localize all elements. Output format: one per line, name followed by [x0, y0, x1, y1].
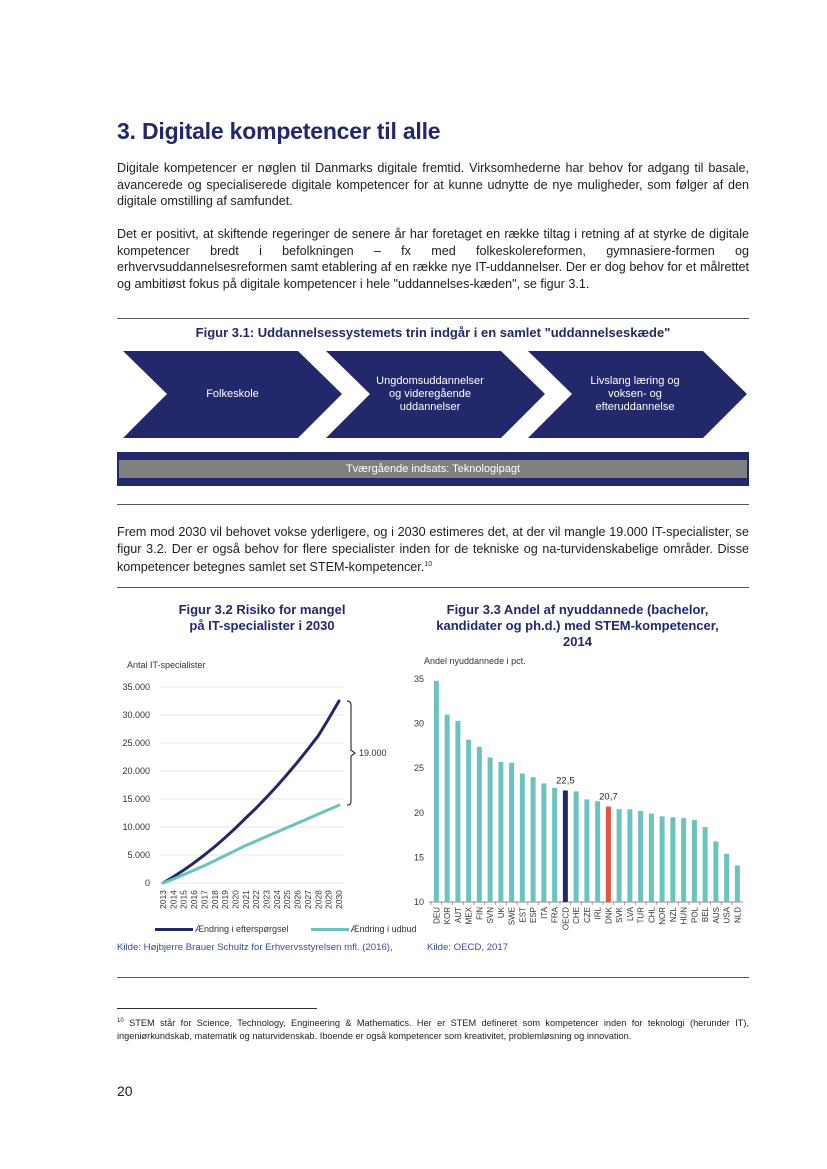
line-chart [110, 670, 410, 930]
x-tick-label: 2030 [334, 890, 344, 909]
x-tick-label: 2014 [168, 890, 179, 909]
x-tick-label: CHE [572, 907, 582, 924]
x-tick-label: LVA [625, 907, 635, 921]
figure31-diagram [0, 0, 827, 500]
x-tick-label: TUR [636, 907, 646, 924]
y-tick-label: 15 [413, 852, 424, 863]
x-tick-label: 2017 [199, 890, 210, 909]
bar-est [520, 774, 525, 902]
bar-uk [498, 762, 503, 902]
y-tick-label: 10 [413, 897, 424, 907]
x-tick-label: KOR [443, 907, 453, 925]
bar-usa [724, 854, 729, 902]
x-tick-label: IRL [593, 907, 603, 920]
figures-bottom-rule [117, 977, 749, 978]
x-tick-label: CZE [582, 907, 592, 923]
x-tick-label: 2023 [261, 890, 272, 909]
bar-irl [595, 801, 600, 902]
page-number: 20 [117, 1083, 133, 1099]
x-tick-label: ESP [529, 907, 539, 924]
x-tick-label: SVK [615, 907, 625, 924]
bracket-label: 19.000 [359, 748, 387, 759]
data-label-dnk: 20,7 [599, 791, 618, 803]
bar-fin [477, 747, 482, 902]
x-tick-label: NOR [658, 907, 668, 925]
y-tick-label: 15.000 [122, 794, 150, 804]
x-tick-label: 2025 [282, 890, 293, 909]
legend-swatch-demand [155, 928, 193, 931]
legend-item-supply: Ændring i udbud [311, 924, 417, 934]
figure32-source: Kilde: Højbjerre Brauer Schultz for Erhvervsstyrelsen mfl. (2016), [117, 942, 393, 953]
x-tick-label: MEX [464, 907, 474, 925]
band-label: Tværgående indsats: Teknologipagt [345, 463, 521, 475]
bar-che [574, 791, 579, 902]
footnote: $^{10}$ STEM står for Science, Technology, Engineering & Mathematics. Her er STEM defineret som kompetencer inden for teknologi (herunder IT), ingeniørkundskab, matematik og naturvidenskab. Iboende er også kompetencer som kreativitet, problemløsning og innovation. [117, 1018, 749, 1041]
x-tick-label: CHL [647, 907, 657, 924]
x-tick-label: EST [518, 907, 528, 923]
bar-fra [552, 788, 557, 902]
bar-ita [541, 783, 546, 902]
bar-nld [735, 865, 740, 902]
x-tick-label: ITA [539, 907, 549, 919]
x-tick-label: OECD [561, 907, 571, 931]
x-tick-label: 2027 [302, 890, 313, 909]
bar-nor [660, 816, 665, 902]
paragraph-intro: Digitale kompetencer er nøglen til Danmarks digitale fremtid. Virksomhederne har behov for adgang til basale, avancerede og specialiserede digitale kompetencer for at kunne udnytte de nye muligheder, som følger af den digitale omstilling af samfundet. [117, 161, 749, 209]
chevron-label-1: Folkeskole [206, 388, 259, 400]
x-tick-label: USA [722, 907, 732, 924]
paragraph-2030: Frem mod 2030 vil behovet vokse yderligere, og i 2030 estimeres det, at der vil mangle 19.000 IT-specialister, se figur 3.2. Der er også behov for flere specialister inden for de tekniske og na-turvidenskabelige områder. Disse kompetencer betegnes samlet set STEM-kompetencer.$^{10}$ [117, 525, 749, 575]
footnote-ref[interactable]: 10 [424, 561, 433, 569]
x-tick-label: UK [496, 907, 506, 919]
x-tick-label: POL [690, 907, 700, 924]
legend-item-demand: Ændring i efterspørgsel [155, 924, 289, 934]
bar-dnk [606, 807, 611, 902]
figure-bottom-rule [117, 504, 749, 505]
bar-hun [681, 818, 686, 902]
figure32-title: Figur 3.2 Risiko for mangel på IT-specialister i 2030 [178, 602, 346, 633]
x-tick-label: BEL [701, 907, 711, 923]
y-tick-label: 20 [413, 807, 424, 818]
paragraph-initiatives: Det er positivt, at skiftende regeringer de senere år har foretaget en række tiltag i retning af at styrke de digitale kompetencer bredt i befolkningen – fx med folkeskolereformen, gymnasiere-formen og erhvervsuddannelsesreformen samt etablering af en række nye IT-uddannelser. Der er dog behov for et målrettet og ambitiøst fokus på digitale kompetencer i hele "uddannelses-kæden", se figur 3.1. [117, 227, 749, 291]
bar-oecd [563, 791, 568, 903]
figure31-title: Figur 3.1: Uddannelsessystemets trin indgår i en samlet "uddannelseskæde" [195, 325, 671, 340]
y-tick-label: 30 [413, 718, 424, 729]
y-tick-label: 10.000 [122, 822, 150, 832]
figure33-title: Figur 3.3 Andel af nyuddannede (bachelor, kandidater og ph.d.) med STEM-kompetencer, 2014 [436, 602, 719, 649]
y-tick-label: 30.000 [122, 710, 150, 720]
bar-deu [434, 681, 439, 902]
x-tick-label: 2015 [178, 890, 189, 909]
bar-mex [466, 740, 471, 902]
x-tick-label: DNK [604, 907, 614, 924]
bar-lva [627, 809, 632, 902]
x-tick-label: 2028 [313, 890, 324, 909]
x-tick-label: SWE [507, 907, 517, 926]
bracket-icon [347, 701, 355, 805]
x-tick-label: 2019 [220, 890, 231, 909]
y-tick-label: 20.000 [122, 766, 150, 776]
x-tick-label: 2029 [323, 890, 334, 909]
bar-cze [584, 799, 589, 902]
bar-chart [400, 665, 755, 940]
bar-pol [692, 820, 697, 902]
chevron-label-3: Livslang læring og voksen- og efteruddannelse [590, 375, 680, 413]
footnote-separator [117, 1008, 317, 1009]
bar-aut [455, 721, 460, 902]
bar-esp [531, 777, 536, 902]
line-chart-ylabel: Antal IT-specialister [127, 660, 206, 670]
y-tick-label: 25 [413, 763, 424, 774]
y-tick-label: 35.000 [122, 682, 150, 692]
y-tick-label: 0 [144, 878, 150, 888]
x-tick-label: 2018 [209, 890, 220, 909]
bar-nzl [670, 817, 675, 902]
legend-swatch-supply [311, 928, 349, 931]
figures-top-rule [117, 587, 749, 588]
line-series [163, 805, 339, 883]
x-tick-label: HUN [679, 907, 689, 925]
bar-kor [445, 715, 450, 902]
bar-chart-ylabel: Andel nyuddannede i pct. [424, 656, 526, 666]
bar-aus [713, 841, 718, 902]
data-label-oecd: 22,5 [556, 775, 575, 787]
bar-swe [509, 763, 514, 902]
y-tick-label: 35 [413, 674, 424, 684]
bar-chl [649, 814, 654, 902]
x-tick-label: FIN [475, 907, 485, 920]
line-series [163, 701, 339, 883]
x-tick-label: AUT [453, 907, 463, 923]
x-tick-label: 2026 [292, 890, 303, 909]
x-tick-label: 2021 [240, 890, 251, 909]
bar-svk [617, 809, 622, 902]
x-tick-label: FRA [550, 907, 560, 923]
bar-svn [488, 757, 493, 902]
line-chart-legend [155, 924, 417, 934]
y-tick-label: 5.000 [127, 850, 150, 860]
x-tick-label: 2016 [189, 890, 200, 909]
x-tick-label: 2013 [158, 890, 168, 909]
y-tick-label: 25.000 [122, 738, 150, 748]
section-heading: 3. Digitale kompetencer til alle [117, 118, 441, 144]
x-tick-label: NZL [668, 907, 678, 923]
x-tick-label: AUS [711, 907, 721, 924]
chevron-label-2: Ungdomsuddannelser og videregående uddannelser [376, 375, 484, 413]
bar-bel [703, 827, 708, 902]
figure33-source: Kilde: OECD, 2017 [427, 942, 509, 953]
x-tick-label: 2022 [251, 890, 262, 909]
x-tick-label: 2024 [271, 890, 282, 909]
bar-tur [638, 811, 643, 902]
x-tick-label: SVN [486, 907, 496, 924]
x-tick-label: NLD [733, 907, 743, 924]
x-tick-label: DEU [432, 907, 442, 924]
x-tick-label: 2020 [230, 890, 241, 909]
